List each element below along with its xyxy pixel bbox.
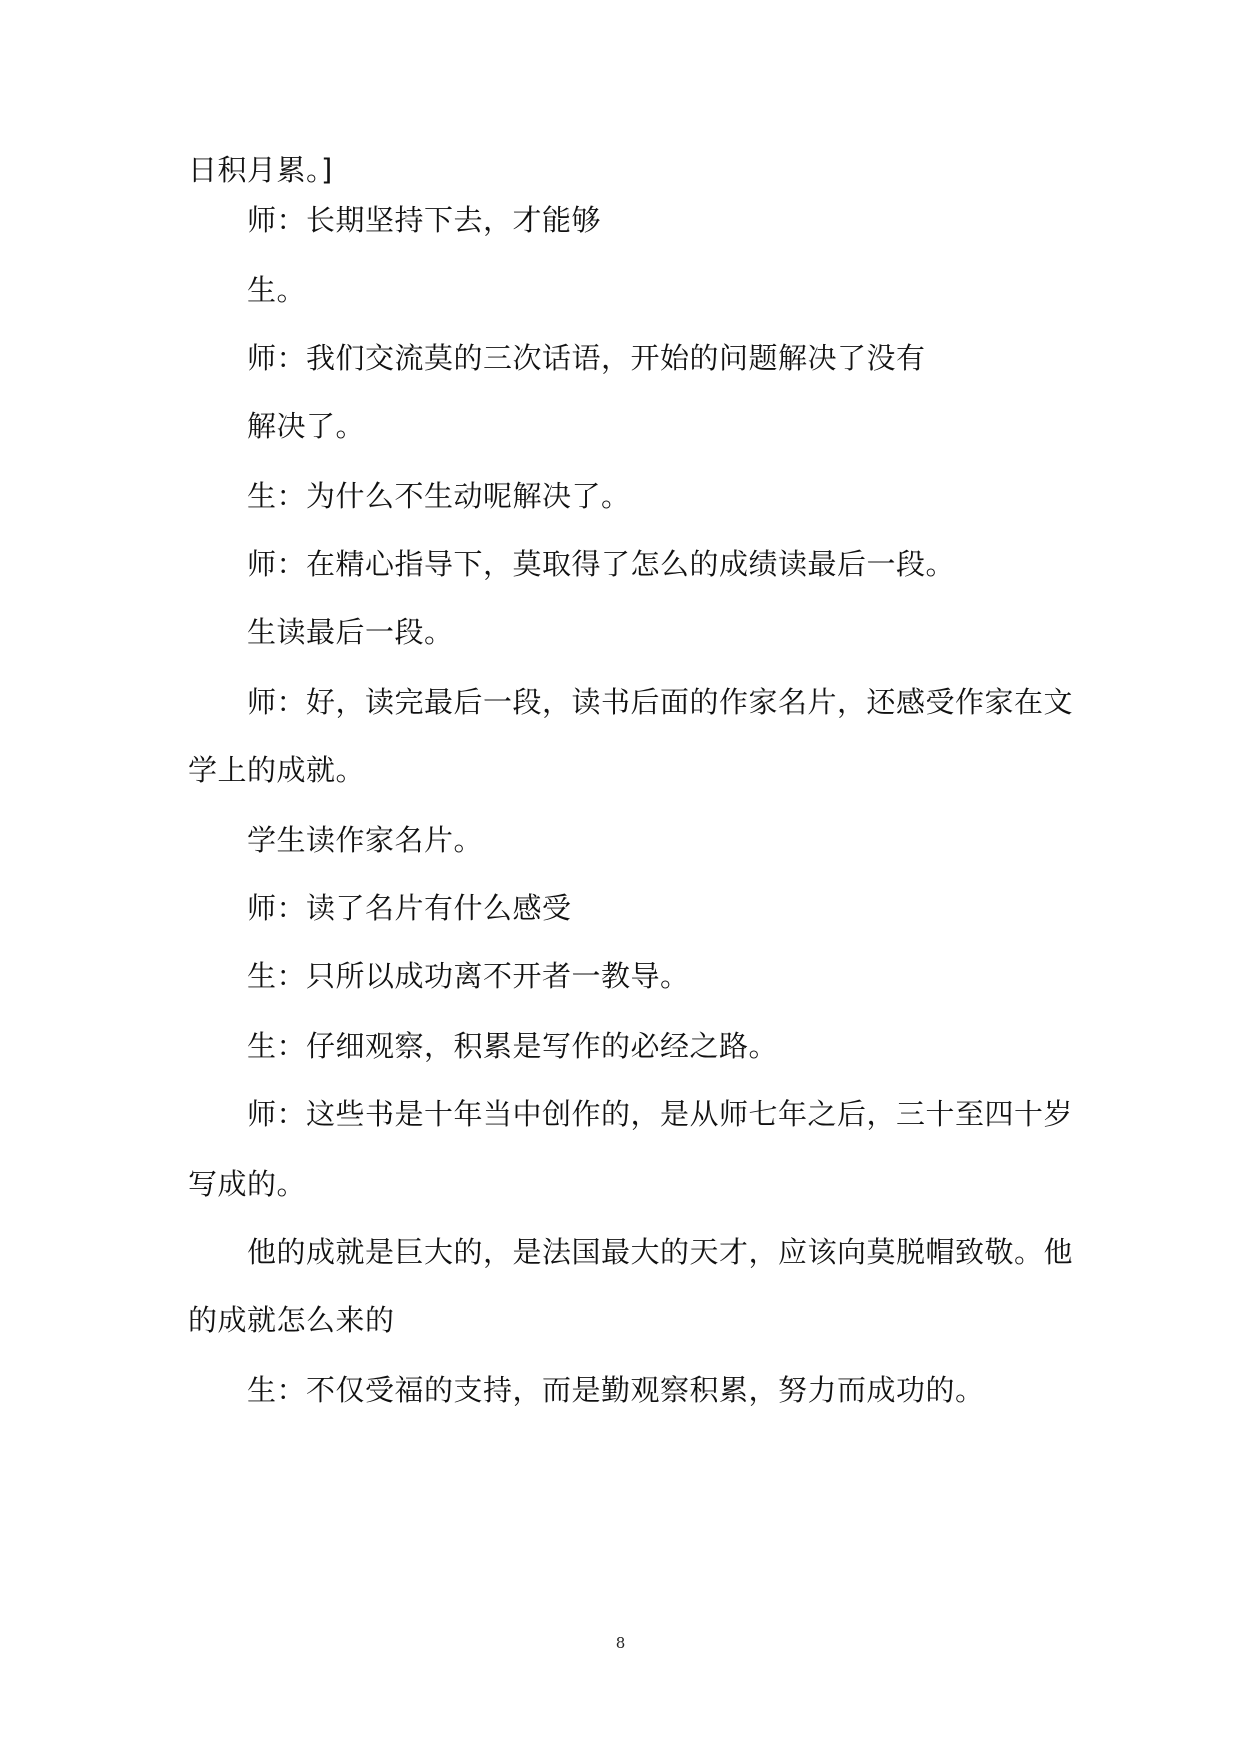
text-line-9: 师：好，读完最后一段，读书后面的作家名片，还感受作家在文 — [247, 685, 1074, 719]
text-line-1: 日积月累。] — [188, 153, 333, 187]
text-line-11: 学生读作家名片。 — [247, 823, 484, 857]
text-line-19: 生：不仅受福的支持，而是勤观察积累，努力而成功的。 — [247, 1373, 985, 1407]
page-number: 8 — [615, 1634, 626, 1652]
text-line-18: 的成就怎么来的 — [188, 1303, 395, 1337]
text-line-14: 生：仔细观察，积累是写作的必经之路。 — [247, 1029, 779, 1063]
text-line-4: 师：我们交流莫的三次话语，开始的问题解决了没有 — [247, 341, 926, 375]
text-line-17: 他的成就是巨大的，是法国最大的天才，应该向莫脱帽致敬。他 — [247, 1235, 1074, 1269]
text-line-7: 师：在精心指导下，莫取得了怎么的成绩读最后一段。 — [247, 547, 956, 581]
text-line-3: 生。 — [247, 273, 307, 307]
text-line-12: 师：读了名片有什么感受 — [247, 891, 572, 925]
text-line-10: 学上的成就。 — [188, 753, 366, 787]
text-line-16: 写成的。 — [188, 1167, 307, 1201]
text-line-2: 师：长期坚持下去，才能够 — [247, 203, 602, 237]
text-line-6: 生：为什么不生动呢解决了。 — [247, 479, 631, 513]
text-line-13: 生：只所以成功离不开者一教导。 — [247, 959, 690, 993]
text-line-5: 解决了。 — [247, 409, 366, 443]
text-line-15: 师：这些书是十年当中创作的，是从师七年之后，三十至四十岁 — [247, 1097, 1074, 1131]
text-line-8: 生读最后一段。 — [247, 615, 454, 649]
